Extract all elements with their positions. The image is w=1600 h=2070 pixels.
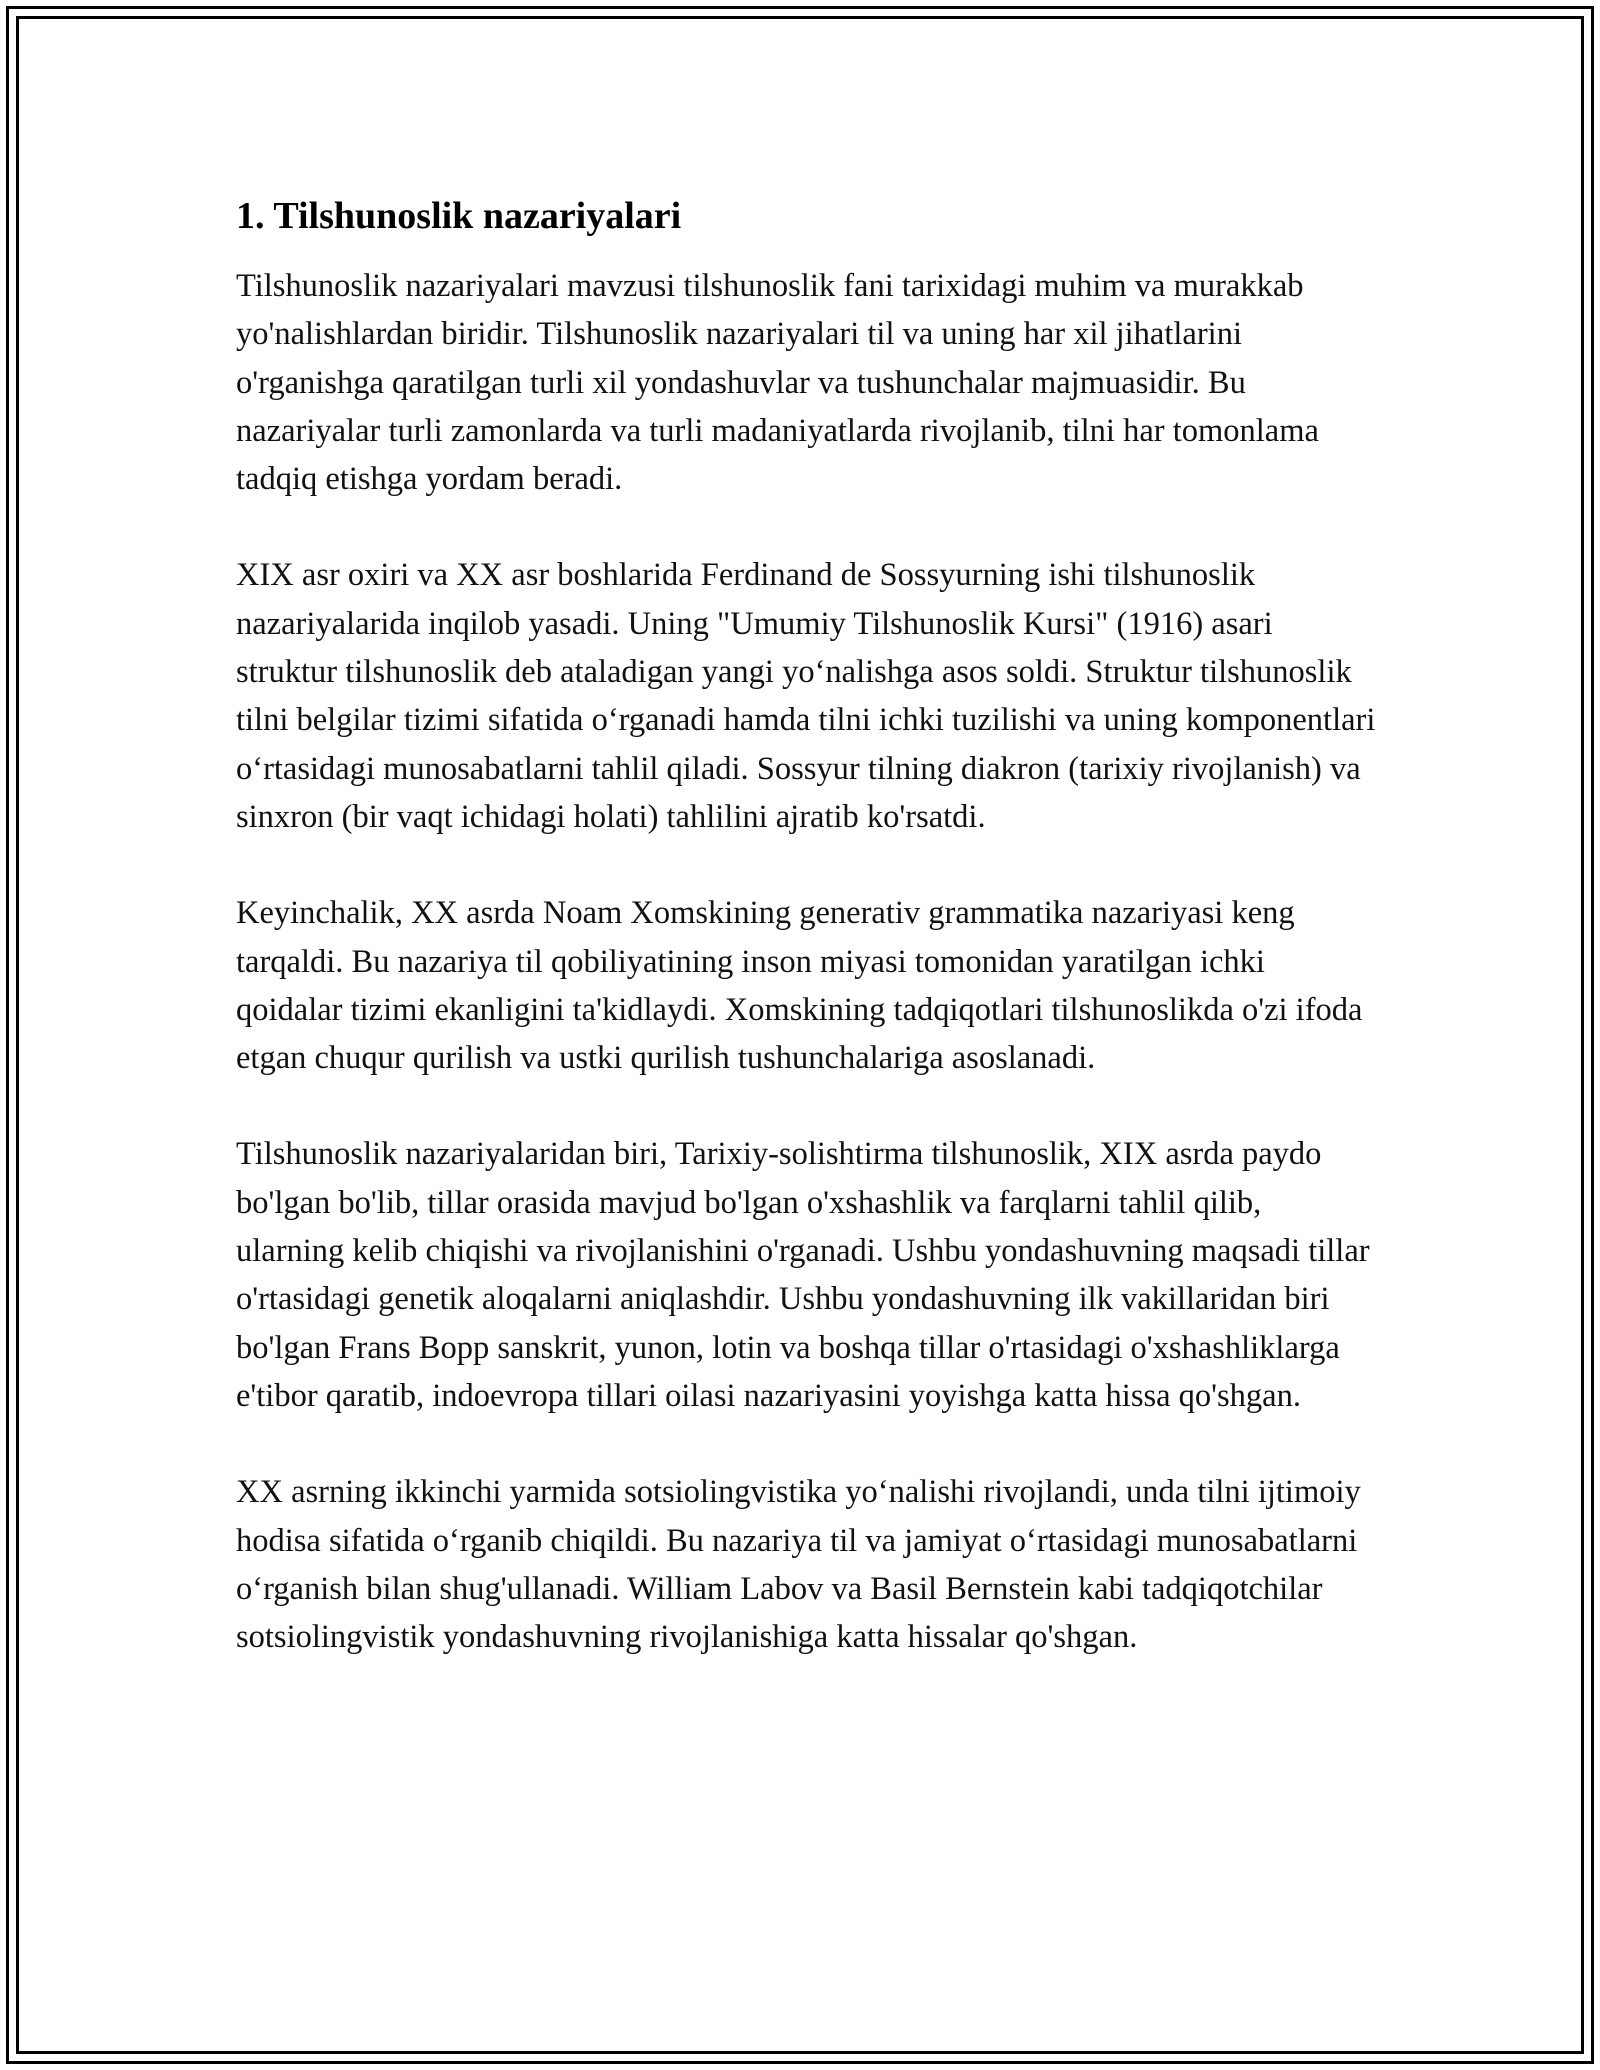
paragraph-sociolinguistics: XX asrning ikkinchi yarmida sotsiolingvistika yo‘nalishi rivojlandi, unda tilni ijtimoiy hodisa sifatida o‘rganib chiqildi. Bu nazariya til va jamiyat o‘rtasidagi munosabatlarni o‘rganish bilan shug'ullanadi. William Labov va Basil Bernstein kabi tadqiqotchilar sotsiolingvistik yondashuvning rivojlanishiga katta hissalar qo'shgan. bbox=[236, 1474, 1361, 1656]
paragraph-intro: Tilshunoslik nazariyalari mavzusi tilshunoslik fani tarixidagi muhim va murakkab yo'nalishlardan biridir. Tilshunoslik nazariyalari til va uning har xil jihatlarini o'rganishga qaratilgan turli xil yondashuvlar va tushunchalar majmuasidir. Bu nazariyalar turli zamonlarda va turli madaniyatlarda rivojlanib, tilni har tomonlama tadqiq etishga yordam beradi. bbox=[236, 268, 1319, 498]
section-heading: 1. Tilshunoslik nazariyalari bbox=[236, 195, 682, 237]
paragraph-saussure: XIX asr oxiri va XX asr boshlarida Ferdinand de Sossyurning ishi tilshunoslik nazariyalarida inqilob yasadi. Uning "Umumiy Tilshunoslik Kursi" (1916) asari struktur tilshunoslik deb ataladigan yangi yo‘nalishga asos soldi. Struktur tilshunoslik tilni belgilar tizimi sifatida o‘rganadi hamda tilni ichki tuzilishi va uning komponentlari o‘rtasidagi munosabatlarni tahlil qiladi. Sossyur tilning diakron (tarixiy rivojlanish) va sinxron (bir vaqt ichidagi holati) tahlilini ajratib ko'rsatdi. bbox=[236, 557, 1376, 835]
document-body bbox=[236, 188, 1376, 1661]
paragraph-historical-comparative: Tilshunoslik nazariyalaridan biri, Tarixiy-solishtirma tilshunoslik, XIX asrda paydo bo'lgan bo'lib, tillar orasida mavjud bo'lgan o'xshashlik va farqlarni tahlil qilib, ularning kelib chiqishi va rivojlanishini o'rganadi. Ushbu yondashuvning maqsadi tillar o'rtasidagi genetik aloqalarni aniqlashdir. Ushbu yondashuvning ilk vakillaridan biri bo'lgan Frans Bopp sanskrit, yunon, lotin va boshqa tillar o'rtasidagi o'xshashliklarga e'tibor qaratib, indoevropa tillari oilasi nazariyasini yoyishga katta hissa qo'shgan. bbox=[236, 1136, 1370, 1414]
paragraph-chomsky: Keyinchalik, XX asrda Noam Xomskining generativ grammatika nazariyasi keng tarqaldi. Bu nazariya til qobiliyatining inson miyasi tomonidan yaratilgan ichki qoidalar tizimi ekanligini ta'kidlaydi. Xomskining tadqiqotlari tilshunoslikda o'zi ifoda etgan chuqur qurilish va ustki qurilish tushunchalariga asoslanadi. bbox=[236, 895, 1363, 1077]
